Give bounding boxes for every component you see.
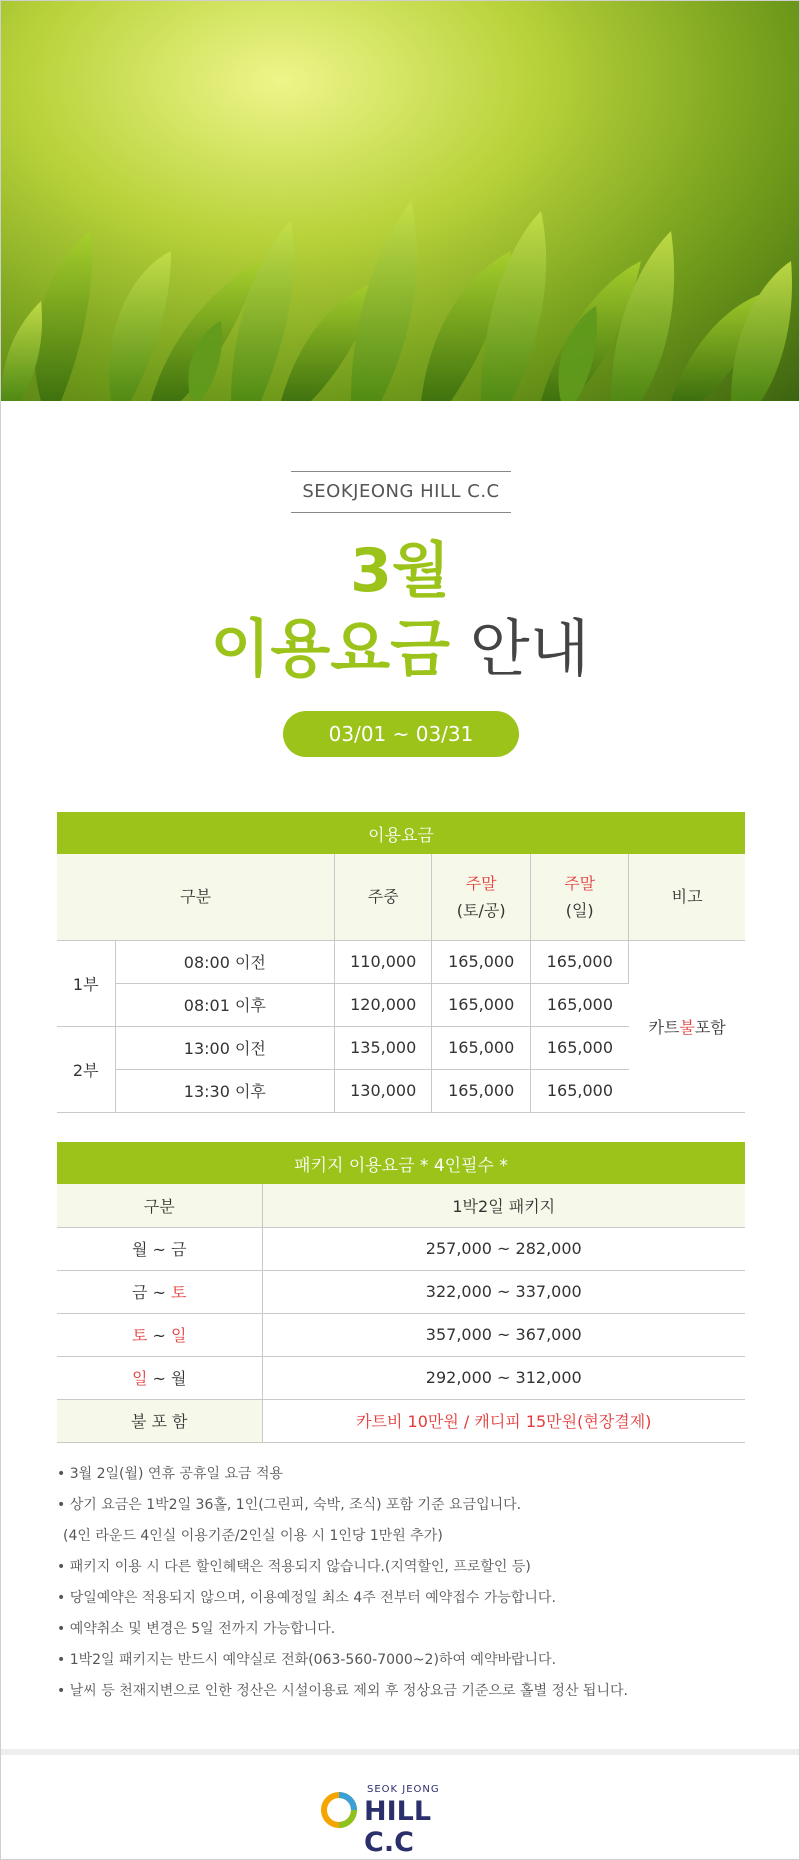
day-range-cell	[57, 1356, 262, 1399]
title-month: 3월	[350, 536, 450, 606]
table-row	[57, 1313, 745, 1356]
note-part1: 카트	[648, 1017, 680, 1037]
table-row	[57, 1270, 745, 1313]
header-package: 1박2일 패키지	[262, 1184, 745, 1227]
day-sep: ~	[147, 1283, 172, 1302]
excluded-value: 카트비 10만원 / 캐디피 15만원(현장결제)	[262, 1399, 745, 1442]
logo-ring-icon	[319, 1790, 359, 1830]
header-weekend-sun-line2: (일)	[565, 900, 594, 920]
title-highlight: 이용요금	[210, 612, 451, 685]
list-item: • 3월 2일(월) 연휴 공휴일 요금 적용	[57, 1459, 757, 1490]
period-badge: 03/01 ~ 03/31	[283, 711, 519, 757]
excluded-label: 불 포 함	[57, 1399, 262, 1442]
header-weekend-sun	[531, 854, 629, 940]
day-start: 금	[131, 1283, 148, 1302]
notes-list	[57, 1459, 757, 1707]
day-range-cell	[57, 1227, 262, 1270]
package-price: 322,000 ~ 337,000	[262, 1270, 745, 1313]
table-row	[57, 1227, 745, 1270]
header-note: 비고	[629, 854, 745, 940]
header-weekend-sat-line2: (토/공)	[456, 900, 506, 920]
list-item: • 1박2일 패키지는 반드시 예약실로 전화(063-560-7000~2)하여 예약바랍니다.	[57, 1645, 757, 1676]
page-title	[1, 611, 799, 687]
package-price: 357,000 ~ 367,000	[262, 1313, 745, 1356]
list-item: • 날씨 등 천재지변으로 인한 정산은 시설이용료 제외 후 정상요금 기준으로 홀별 정산 됩니다.	[57, 1676, 757, 1707]
weekday-price: 120,000	[335, 983, 432, 1026]
sun-price: 165,000	[531, 1026, 629, 1069]
table-row	[57, 940, 745, 983]
logo-text-big: HILL C.C	[364, 1796, 432, 1858]
day-end: 금	[171, 1240, 187, 1259]
list-item: • 예약취소 및 변경은 5일 전까지 가능합니다.	[57, 1614, 757, 1645]
note-part3: 포함	[694, 1017, 726, 1037]
weekday-price: 130,000	[335, 1069, 432, 1112]
fee-table	[57, 812, 745, 1113]
day-start: 월	[131, 1240, 148, 1259]
sun-price: 165,000	[531, 940, 629, 983]
header-category: 구분	[57, 1184, 262, 1227]
day-sep: ~	[147, 1369, 172, 1388]
header-weekend-sat	[432, 854, 531, 940]
time-cell: 08:01 이후	[115, 983, 335, 1026]
package-table	[57, 1142, 745, 1443]
day-start: 일	[131, 1369, 148, 1388]
package-table-caption: 패키지 이용요금 * 4인필수 *	[57, 1142, 745, 1184]
note-cell	[629, 940, 745, 1112]
weekday-price: 110,000	[335, 940, 432, 983]
day-end: 월	[171, 1369, 187, 1388]
title-rest: 안내	[469, 612, 590, 685]
header-category: 구분	[57, 854, 335, 940]
day-end: 토	[171, 1283, 187, 1302]
time-cell: 13:00 이전	[115, 1026, 335, 1069]
list-item: (4인 라운드 4인실 이용기준/2인실 이용 시 1인당 1만원 추가)	[63, 1528, 443, 1544]
logo-text-small: SEOK JEONG	[367, 1784, 440, 1795]
time-cell: 13:30 이후	[115, 1069, 335, 1112]
sat-price: 165,000	[432, 940, 531, 983]
part-cell: 1부	[57, 940, 115, 1026]
table-row	[57, 1399, 745, 1442]
list-item: • 상기 요금은 1박2일 36홀, 1인(그린피, 숙박, 조식) 포함 기준 요금입니다.	[57, 1490, 757, 1521]
brand-name: SEOKJEONG HILL C.C	[291, 471, 511, 513]
day-end: 일	[171, 1326, 187, 1345]
table-row	[57, 1356, 745, 1399]
day-start: 토	[131, 1326, 148, 1345]
package-price: 257,000 ~ 282,000	[262, 1227, 745, 1270]
day-sep: ~	[147, 1240, 172, 1259]
list-item: • 당일예약은 적용되지 않으며, 이용예정일 최소 4주 전부터 예약접수 가능합니다.	[57, 1583, 757, 1614]
package-price: 292,000 ~ 312,000	[262, 1356, 745, 1399]
day-range-cell	[57, 1270, 262, 1313]
footer-divider	[1, 1749, 799, 1755]
list-item: • 패키지 이용 시 다른 할인혜택은 적용되지 않습니다.(지역할인, 프로할인 등)	[57, 1552, 757, 1583]
weekday-price: 135,000	[335, 1026, 432, 1069]
fee-table-caption: 이용요금	[57, 812, 745, 854]
tea-leaves-illustration	[1, 1, 799, 401]
part-cell: 2부	[57, 1026, 115, 1112]
day-range-cell	[57, 1313, 262, 1356]
header-weekday: 주중	[335, 854, 432, 940]
logo	[319, 1784, 489, 1858]
sat-price: 165,000	[432, 1026, 531, 1069]
sun-price: 165,000	[531, 1069, 629, 1112]
header-weekend-sat-line1: 주말	[465, 873, 497, 893]
sat-price: 165,000	[432, 983, 531, 1026]
hero-image-green-tea-leaves	[1, 1, 799, 401]
note-part2: 불	[679, 1017, 695, 1037]
sun-price: 165,000	[531, 983, 629, 1026]
header-weekend-sun-line1: 주말	[564, 873, 596, 893]
sat-price: 165,000	[432, 1069, 531, 1112]
day-sep: ~	[147, 1326, 172, 1345]
time-cell: 08:00 이전	[115, 940, 335, 983]
